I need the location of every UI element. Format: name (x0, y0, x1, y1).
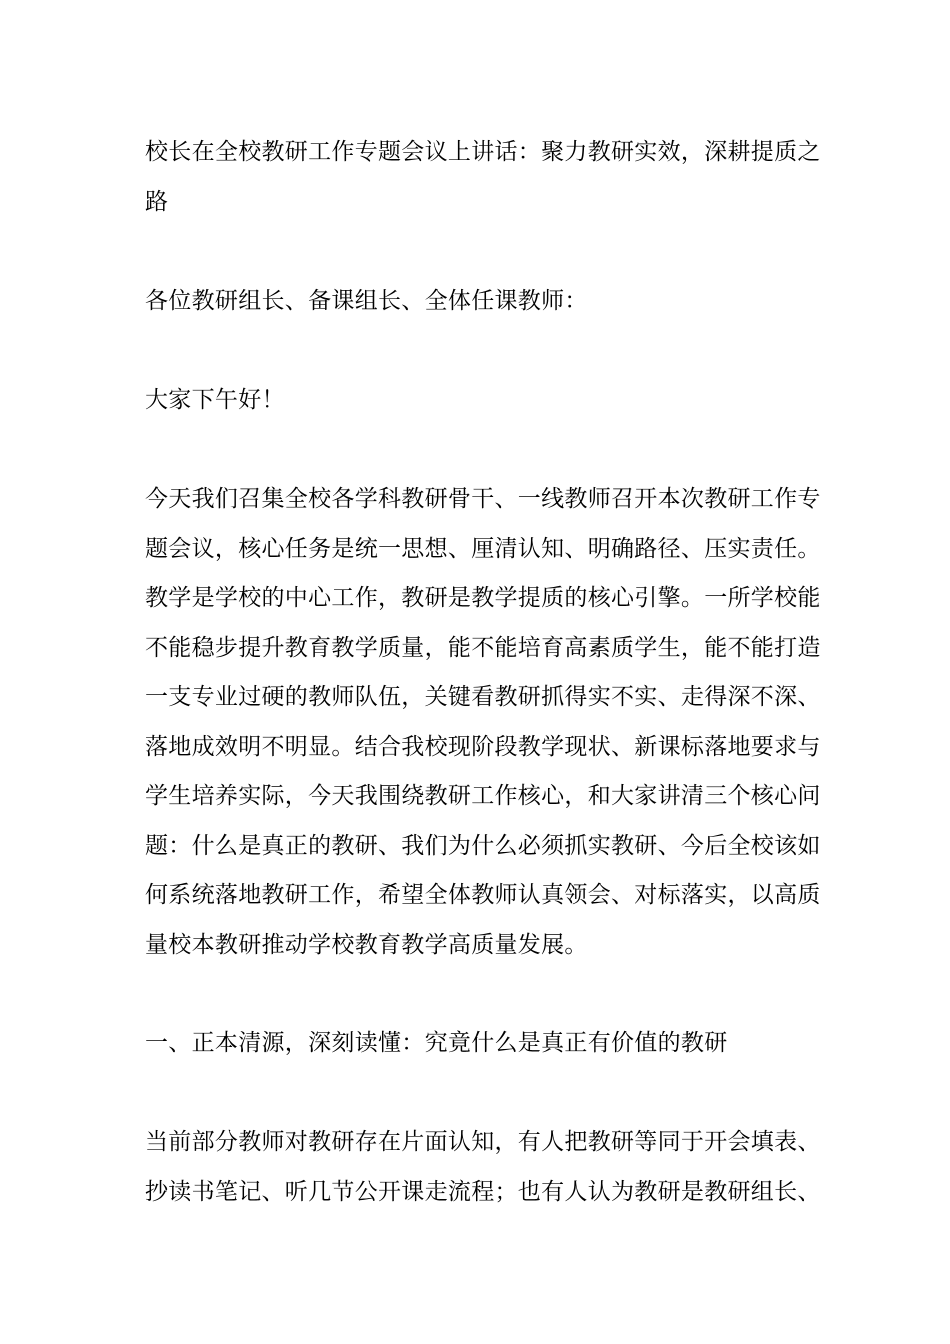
salutation-text: 各位教研组长、备课组长、全体任课教师： (145, 288, 588, 314)
paragraph-line: 量校本教研推动学校教育教学高质量发展。 (145, 931, 588, 958)
title-line: 校长在全校教研工作专题会议上讲话：聚力教研实效，深耕提质之 (145, 139, 821, 165)
section-heading (145, 1019, 810, 1069)
paragraph-line: 落地成效明不明显。结合我校现阶段教学现状、新课标落地要求与 (145, 733, 821, 760)
section-paragraph (145, 1118, 821, 1217)
paragraph-line: 教学是学校的中心工作，教研是教学提质的核心引擎。一所学校能 (145, 585, 821, 611)
salutation (145, 277, 810, 327)
section-heading-text: 一、正本清源，深刻读懂：究竟什么是真正有价值的教研 (145, 1030, 728, 1056)
paragraph-line: 当前部分教师对教研存在片面认知，有人把教研等同于开会填表、 (145, 1129, 821, 1155)
paragraph-line: 一支专业过硬的教师队伍，关键看教研抓得实不实、走得深不深、 (145, 684, 821, 710)
paragraph-line: 抄读书笔记、听几节公开课走流程；也有人认为教研是教研组长、 (145, 1178, 821, 1205)
paragraph-line: 题：什么是真正的教研、我们为什么必须抓实教研、今后全校该如 (145, 832, 821, 859)
paragraph-line: 题会议，核心任务是统一思想、厘清认知、明确路径、压实责任。 (145, 535, 821, 562)
paragraph-line: 不能稳步提升教育教学质量，能不能培育高素质学生，能不能打造 (145, 634, 821, 661)
paragraph-line: 何系统落地教研工作，希望全体教师认真领会、对标落实，以高质 (145, 882, 821, 908)
greeting-text: 大家下午好！ (145, 387, 285, 413)
paragraph-line: 学生培养实际，今天我围绕教研工作核心，和大家讲清三个核心问 (145, 783, 821, 809)
document-title (145, 128, 821, 227)
greeting (145, 376, 810, 426)
intro-paragraph (145, 475, 821, 970)
title-line: 路 (145, 188, 169, 215)
paragraph-line: 今天我们召集全校各学科教研骨干、一线教师召开本次教研工作专 (145, 486, 821, 512)
